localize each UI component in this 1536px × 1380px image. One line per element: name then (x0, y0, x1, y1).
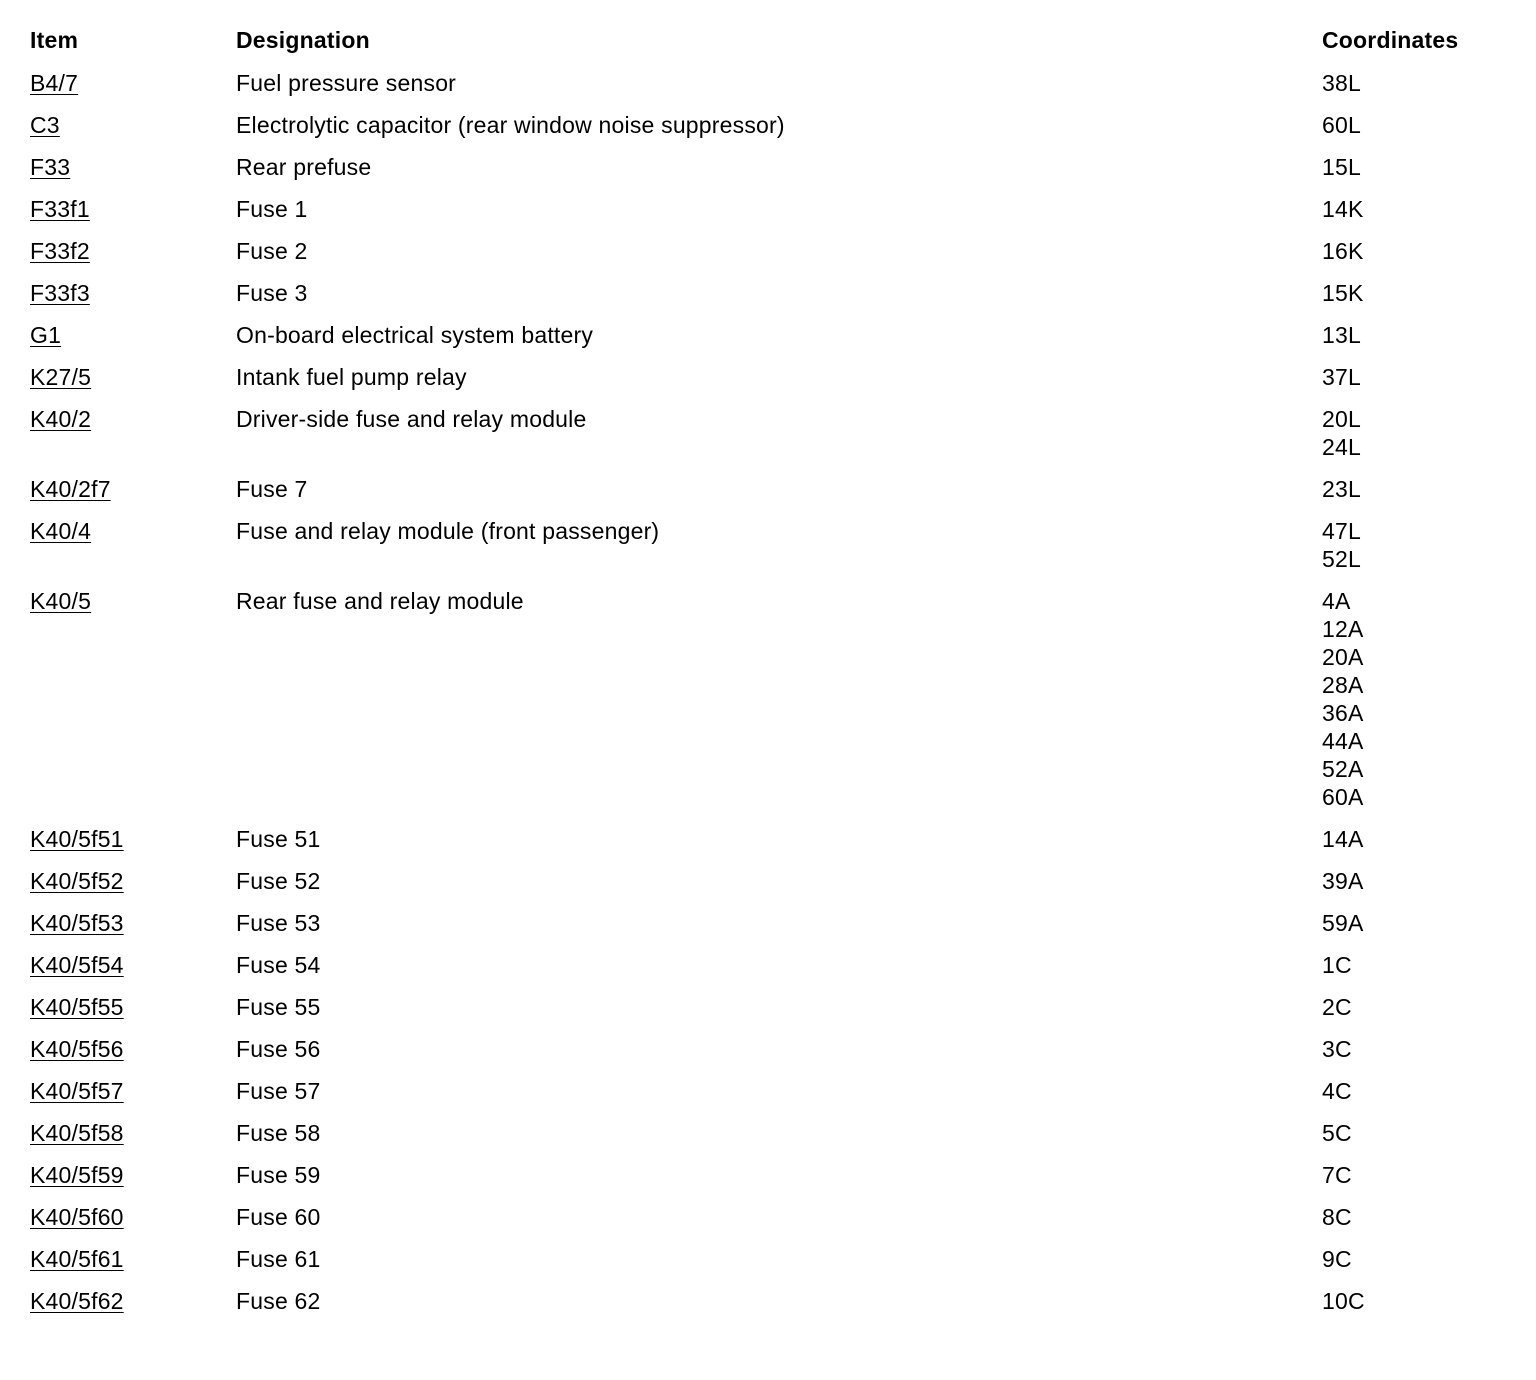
item-cell (0, 825, 236, 853)
coordinate-value: 36A (1322, 700, 1364, 726)
item-cell (0, 363, 236, 391)
designation-cell: Fuse 51 (236, 826, 321, 852)
item-link[interactable]: K40/5 (30, 588, 92, 614)
item-cell (0, 1203, 236, 1231)
item-link[interactable]: K40/4 (30, 518, 92, 544)
item-link[interactable]: K40/2 (30, 406, 92, 432)
coordinate-value: 15L (1322, 154, 1361, 180)
item-cell (0, 867, 236, 895)
coordinates-cell (1322, 279, 1502, 307)
header-designation: Designation (236, 27, 370, 53)
item-link[interactable]: K40/5f57 (30, 1078, 124, 1104)
coordinates-cell (1322, 825, 1502, 853)
table-row (0, 55, 1536, 97)
designation-cell: Intank fuel pump relay (236, 364, 467, 390)
item-cell (0, 279, 236, 307)
designation-cell: Rear fuse and relay module (236, 588, 524, 614)
coordinate-value: 38L (1322, 70, 1361, 96)
item-link[interactable]: K40/5f51 (30, 826, 124, 852)
table-row (0, 265, 1536, 307)
coordinate-value: 8C (1322, 1204, 1352, 1230)
coordinate-value: 7C (1322, 1162, 1352, 1188)
coordinate-value: 37L (1322, 364, 1361, 390)
coordinates-cell (1322, 1119, 1502, 1147)
item-link[interactable]: F33f1 (30, 196, 90, 222)
table-row (0, 1147, 1536, 1189)
coordinate-value: 4C (1322, 1078, 1352, 1104)
item-cell (0, 321, 236, 349)
designation-cell: Rear prefuse (236, 154, 372, 180)
item-link[interactable]: K40/5f55 (30, 994, 124, 1020)
coordinates-cell (1322, 69, 1502, 97)
coordinate-value: 60A (1322, 784, 1364, 810)
coordinate-value: 15K (1322, 280, 1364, 306)
table-row (0, 503, 1536, 573)
item-link[interactable]: K40/5f62 (30, 1288, 124, 1314)
designation-cell: Fuse 52 (236, 868, 321, 894)
item-cell (0, 405, 236, 433)
designation-cell: Fuse 55 (236, 994, 321, 1020)
coordinate-value: 3C (1322, 1036, 1352, 1062)
designation-cell: Fuse 2 (236, 238, 308, 264)
coordinate-value: 52A (1322, 756, 1364, 782)
table-row (0, 349, 1536, 391)
table-row (0, 97, 1536, 139)
table-header (0, 0, 1536, 54)
item-cell (0, 993, 236, 1021)
coordinate-value: 44A (1322, 728, 1364, 754)
table-row (0, 461, 1536, 503)
item-link[interactable]: K40/5f52 (30, 868, 124, 894)
item-link[interactable]: K40/5f53 (30, 910, 124, 936)
coordinates-cell (1322, 237, 1502, 265)
item-link[interactable]: K40/5f59 (30, 1162, 124, 1188)
coordinate-value: 4A (1322, 588, 1351, 614)
coordinate-value: 24L (1322, 434, 1361, 460)
coordinates-cell (1322, 1161, 1502, 1189)
table-row (0, 1105, 1536, 1147)
item-link[interactable]: C3 (30, 112, 60, 138)
coordinate-value: 2C (1322, 994, 1352, 1020)
item-link[interactable]: F33f3 (30, 280, 90, 306)
item-link[interactable]: K40/5f58 (30, 1120, 124, 1146)
designation-cell: On-board electrical system battery (236, 322, 594, 348)
table-row (0, 139, 1536, 181)
item-link[interactable]: K40/5f56 (30, 1036, 124, 1062)
item-link[interactable]: G1 (30, 322, 62, 348)
table-row (0, 853, 1536, 895)
item-link[interactable]: F33f2 (30, 238, 90, 264)
header-coordinates: Coordinates (1322, 27, 1459, 53)
item-cell (0, 475, 236, 503)
item-link[interactable]: K27/5 (30, 364, 92, 390)
designation-cell: Fuel pressure sensor (236, 70, 457, 96)
designation-cell: Fuse 60 (236, 1204, 321, 1230)
table-body (0, 55, 1536, 1315)
item-cell (0, 517, 236, 545)
coordinates-cell (1322, 951, 1502, 979)
item-cell (0, 195, 236, 223)
table-row (0, 1189, 1536, 1231)
coordinates-cell (1322, 405, 1502, 461)
designation-cell: Fuse 58 (236, 1120, 321, 1146)
item-cell (0, 1161, 236, 1189)
coordinate-value: 16K (1322, 238, 1364, 264)
table-row (0, 811, 1536, 853)
coordinates-cell (1322, 1287, 1502, 1315)
table-row (0, 937, 1536, 979)
coordinate-value: 28A (1322, 672, 1364, 698)
item-link[interactable]: K40/5f54 (30, 952, 124, 978)
coordinate-value: 14A (1322, 826, 1364, 852)
designation-cell: Fuse 54 (236, 952, 321, 978)
coordinates-cell (1322, 1077, 1502, 1105)
designation-cell: Fuse and relay module (front passenger) (236, 518, 660, 544)
item-cell (0, 909, 236, 937)
item-link[interactable]: F33 (30, 154, 71, 180)
item-link[interactable]: K40/2f7 (30, 476, 111, 502)
coordinates-cell (1322, 867, 1502, 895)
table-row (0, 1021, 1536, 1063)
table-row (0, 1273, 1536, 1315)
item-cell (0, 153, 236, 181)
item-cell (0, 1119, 236, 1147)
coordinate-value: 10C (1322, 1288, 1365, 1314)
designation-cell: Driver-side fuse and relay module (236, 406, 587, 432)
designation-cell: Fuse 62 (236, 1288, 321, 1314)
coordinates-cell (1322, 153, 1502, 181)
coordinates-cell (1322, 993, 1502, 1021)
coordinates-cell (1322, 1245, 1502, 1273)
header-item: Item (30, 27, 79, 53)
item-cell (0, 237, 236, 265)
designation-cell: Fuse 53 (236, 910, 321, 936)
coordinate-value: 1C (1322, 952, 1352, 978)
coordinates-cell (1322, 195, 1502, 223)
coordinate-value: 13L (1322, 322, 1361, 348)
table-row (0, 1231, 1536, 1273)
coordinates-cell (1322, 321, 1502, 349)
coordinate-value: 39A (1322, 868, 1364, 894)
table-row (0, 223, 1536, 265)
coordinates-cell (1322, 363, 1502, 391)
coordinate-value: 52L (1322, 546, 1361, 572)
coordinate-value: 60L (1322, 112, 1361, 138)
coordinates-cell (1322, 1035, 1502, 1063)
designation-cell: Electrolytic capacitor (rear window noise suppressor) (236, 112, 785, 138)
item-cell (0, 1287, 236, 1315)
item-cell (0, 1077, 236, 1105)
table-row (0, 573, 1536, 811)
item-cell (0, 69, 236, 97)
designation-cell: Fuse 7 (236, 476, 308, 502)
coordinate-value: 12A (1322, 616, 1364, 642)
item-cell (0, 951, 236, 979)
coordinate-value: 14K (1322, 196, 1364, 222)
coordinates-cell (1322, 587, 1502, 811)
designation-cell: Fuse 57 (236, 1078, 321, 1104)
item-link[interactable]: K40/5f61 (30, 1246, 124, 1272)
table-row (0, 1063, 1536, 1105)
item-cell (0, 587, 236, 615)
designation-cell: Fuse 3 (236, 280, 308, 306)
designation-cell: Fuse 56 (236, 1036, 321, 1062)
coordinates-cell (1322, 475, 1502, 503)
item-cell (0, 1035, 236, 1063)
coordinate-value: 20L (1322, 406, 1361, 432)
coordinates-cell (1322, 111, 1502, 139)
designation-cell: Fuse 59 (236, 1162, 321, 1188)
designation-cell: Fuse 1 (236, 196, 308, 222)
coordinates-cell (1322, 1203, 1502, 1231)
table-row (0, 181, 1536, 223)
table-row (0, 979, 1536, 1021)
item-link[interactable]: K40/5f60 (30, 1204, 124, 1230)
coordinate-value: 9C (1322, 1246, 1352, 1272)
coordinates-cell (1322, 909, 1502, 937)
coordinate-value: 59A (1322, 910, 1364, 936)
coordinate-value: 23L (1322, 476, 1361, 502)
item-cell (0, 111, 236, 139)
coordinates-cell (1322, 517, 1502, 573)
table-row (0, 307, 1536, 349)
item-cell (0, 1245, 236, 1273)
coordinate-value: 5C (1322, 1120, 1352, 1146)
coordinate-value: 47L (1322, 518, 1361, 544)
table-row (0, 895, 1536, 937)
table-row (0, 391, 1536, 461)
coordinate-value: 20A (1322, 644, 1364, 670)
item-link[interactable]: B4/7 (30, 70, 79, 96)
designation-cell: Fuse 61 (236, 1246, 321, 1272)
